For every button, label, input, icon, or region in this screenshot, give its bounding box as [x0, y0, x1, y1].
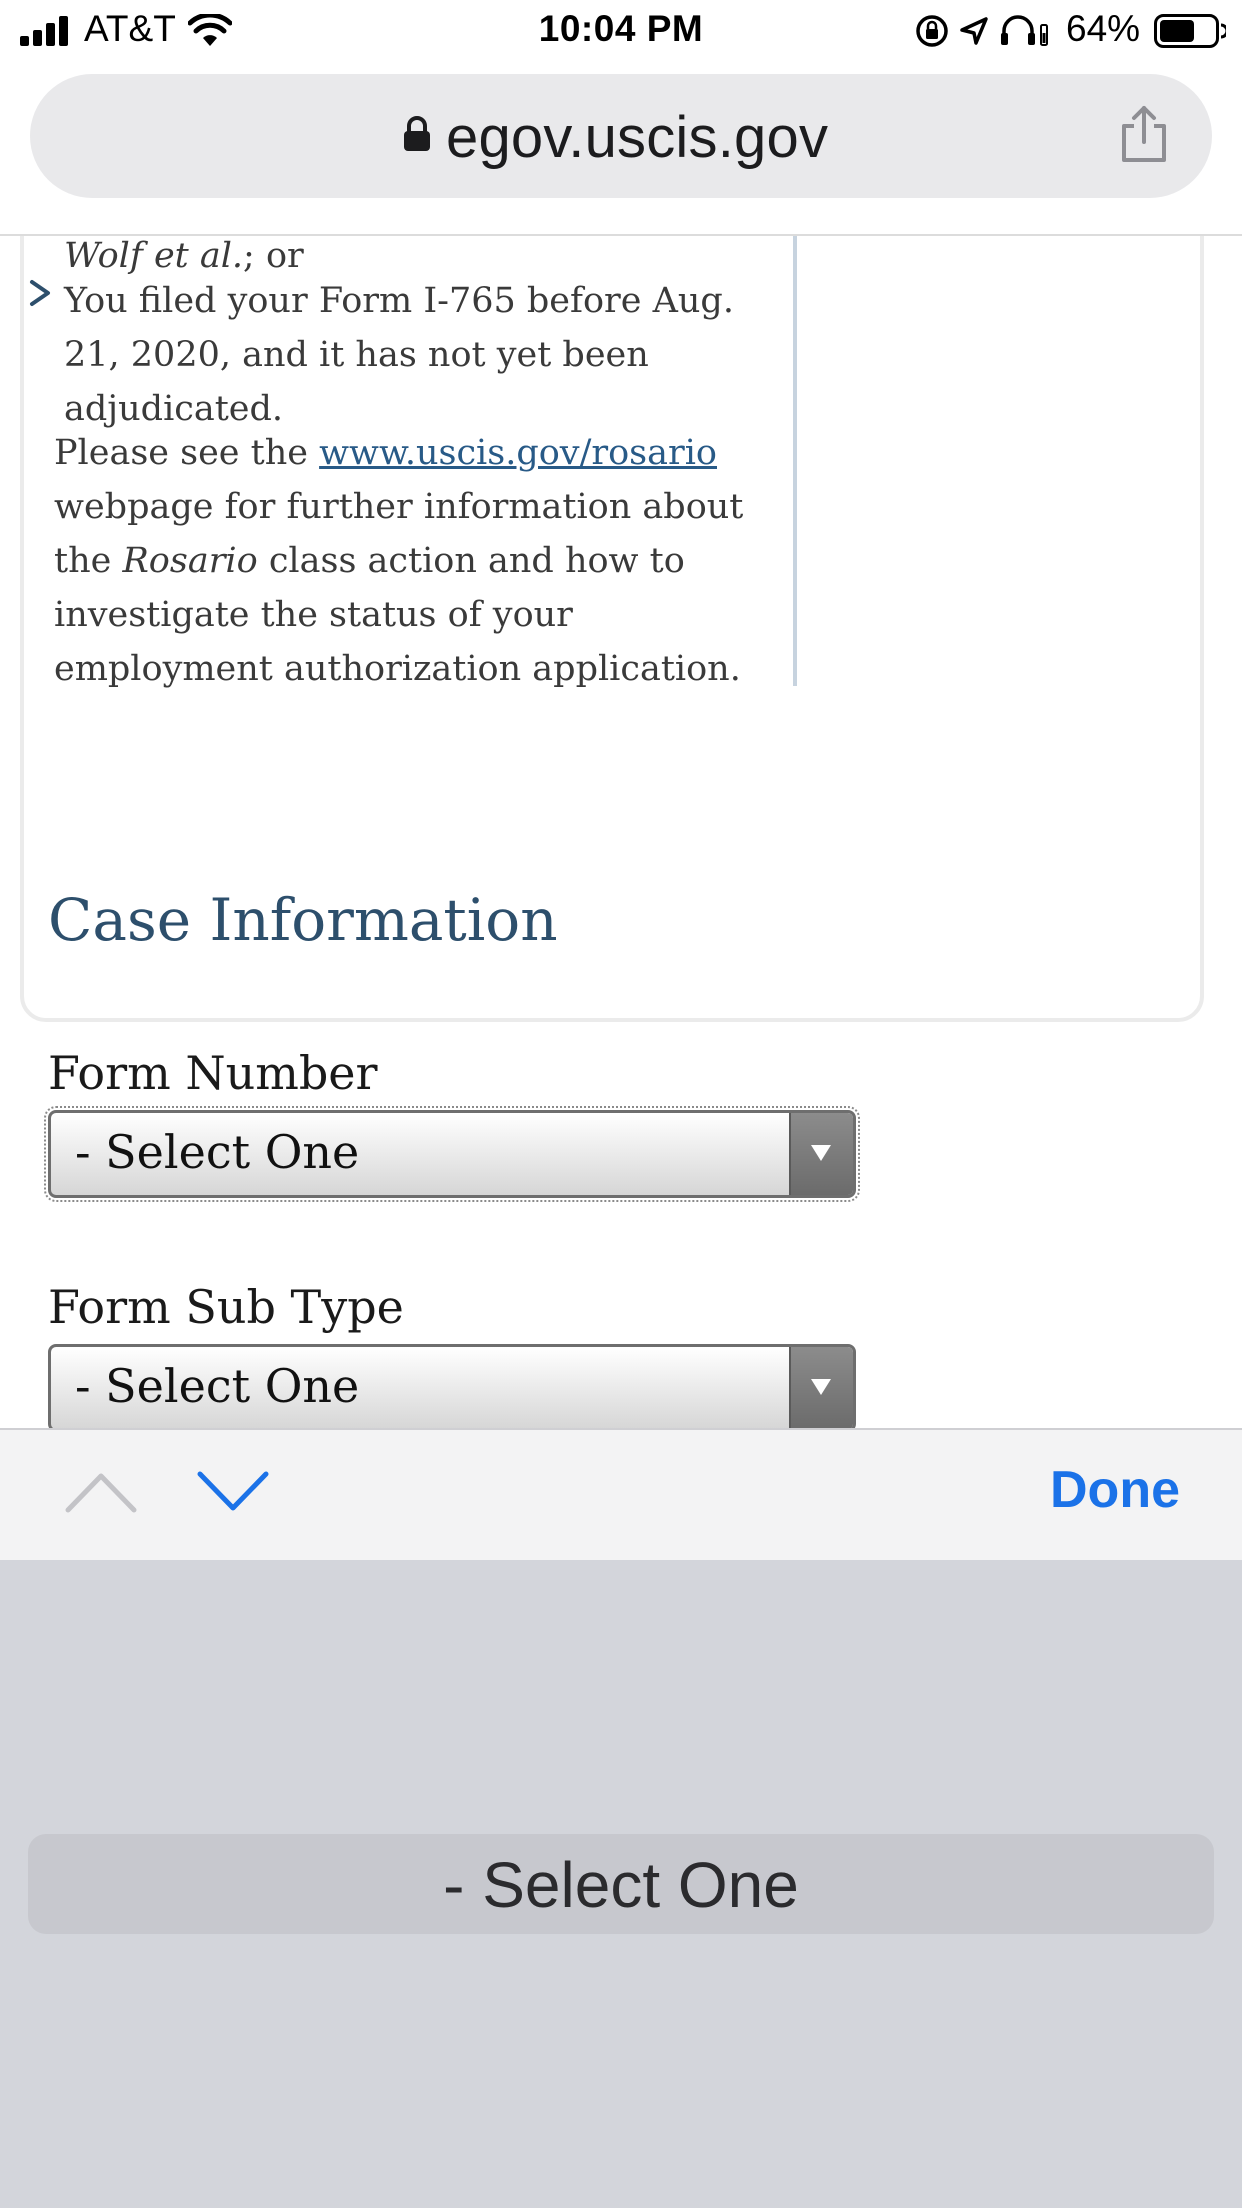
share-icon[interactable] — [1118, 104, 1170, 164]
battery-icon — [1154, 14, 1226, 48]
headphones-icon — [1001, 17, 1047, 45]
case-name: Wolf et al. — [64, 236, 244, 276]
paragraph-text: class action and how to investigate the status of your employment authorization application. — [54, 541, 741, 689]
chevron-right-icon — [26, 276, 56, 310]
orientation-lock-icon — [918, 17, 946, 45]
card-divider — [793, 236, 797, 686]
done-button[interactable]: Done — [1050, 1461, 1180, 1519]
picker-option[interactable]: - Select One — [443, 1849, 799, 1921]
form-sub-type-value: - Select One — [75, 1359, 360, 1413]
section-title: Case Information — [48, 886, 558, 954]
status-indicator-icons — [914, 13, 1054, 49]
clock: 10:04 PM — [538, 8, 704, 49]
bullet-item: You filed your Form I-765 before Aug. 21, 2020, and it has not yet been adjudicated. — [64, 281, 734, 429]
form-sub-type-select[interactable] — [48, 1344, 856, 1428]
location-arrow-icon — [962, 19, 986, 43]
lock-icon — [403, 116, 431, 152]
paragraph-italic: Rosario — [122, 541, 258, 581]
chevron-up-icon[interactable] — [64, 1468, 138, 1514]
bullet-fragment — [64, 236, 304, 276]
bullet-fragment-rest: ; or — [243, 236, 304, 276]
form-sub-type-label: Form Sub Type — [48, 1280, 404, 1334]
keyboard-accessory-bar — [0, 1428, 1242, 1560]
status-bar — [0, 0, 1242, 62]
address-bar[interactable] — [30, 74, 1212, 198]
dropdown-arrow-icon — [789, 1347, 853, 1428]
dropdown-arrow-icon — [789, 1113, 853, 1195]
chevron-down-icon[interactable] — [196, 1468, 270, 1514]
rosario-link[interactable]: www.uscis.gov/rosario — [319, 433, 717, 473]
paragraph-text: Please see the — [54, 433, 320, 473]
form-number-label: Form Number — [48, 1046, 378, 1100]
url-text[interactable]: egov.uscis.gov — [446, 105, 829, 170]
option-picker[interactable] — [0, 1560, 1242, 2208]
paragraph-text: webpage for further information about the — [54, 487, 744, 581]
battery-percentage: 64% — [1066, 8, 1141, 49]
page-content — [0, 236, 1242, 1428]
form-number-value: - Select One — [75, 1125, 360, 1179]
carrier-name: AT&T — [84, 8, 176, 49]
form-number-select[interactable] — [48, 1110, 856, 1198]
rosario-paragraph — [54, 426, 754, 696]
